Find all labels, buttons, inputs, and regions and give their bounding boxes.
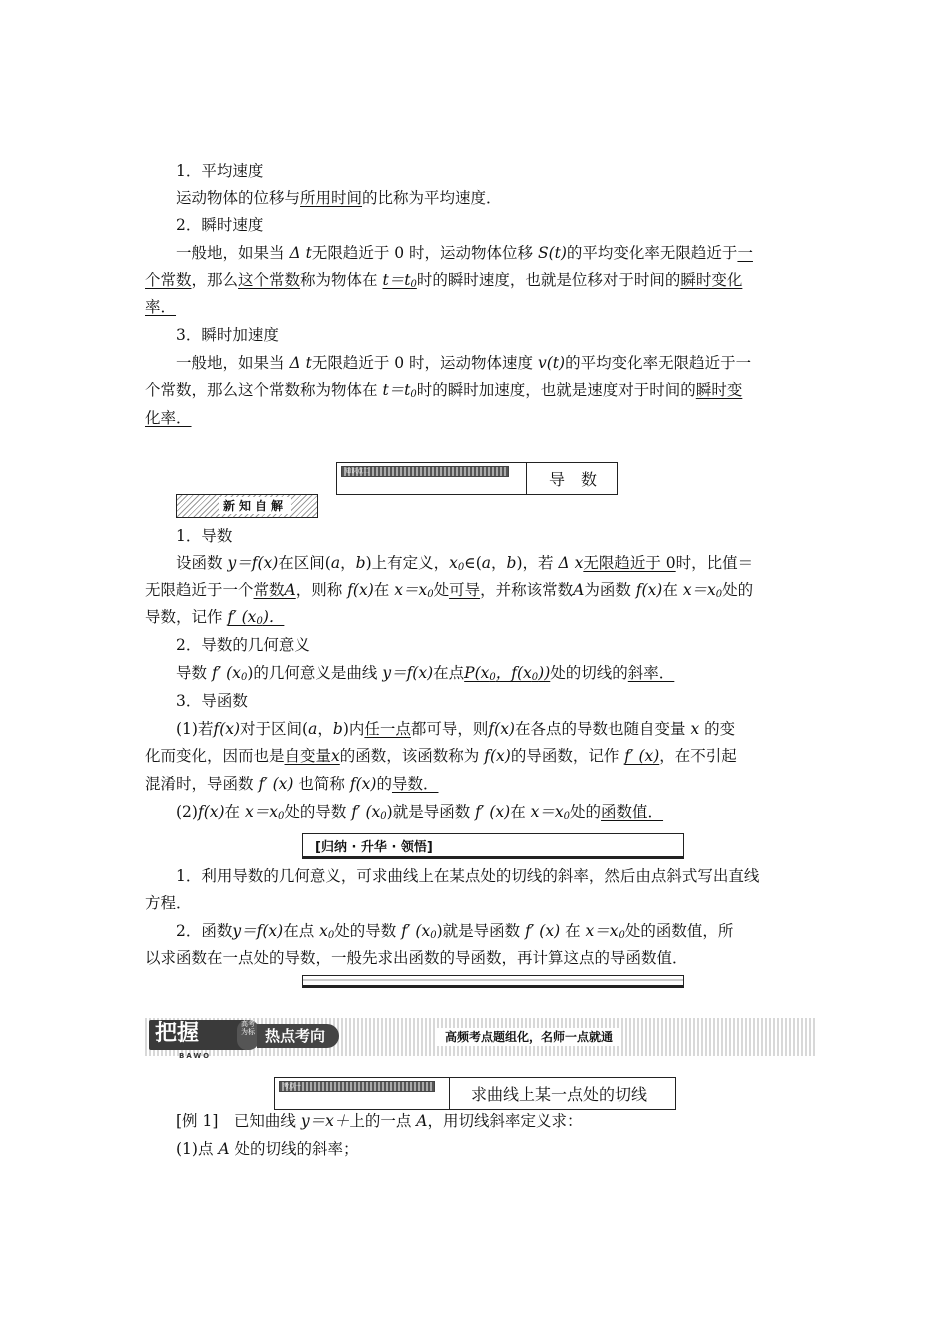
summary-header: [归纳 · 升华 · 领悟] [302,833,684,859]
heading-derivative: 1．导数 [176,527,233,545]
summary-point-2-line2: 以求函数在一点处的导数，一般先求出函数的导函数，再计算这点的导函数值． [145,949,688,967]
summary-point-1-line1: 1．利用导数的几何意义，可求曲线上在某点处的切线的斜率，然后由点斜式写出直线 [176,867,760,885]
exam-point-divider [449,1078,450,1109]
paragraph-instant-velocity-line1: 一般地，如果当 Δ t无限趋近于 0 时，运动物体位移 S(t)的平均变化率无限趋近于一 [176,244,753,262]
exam-point-title: 求曲线上某一点处的切线 [471,1085,648,1104]
header-divider [526,463,527,494]
banner-side-label: 高考 为标 [237,1020,259,1050]
heading-geometric-meaning: 2．导数的几何意义 [176,636,310,654]
banner-logo: 把握 [149,1020,247,1050]
paragraph-derived-function-line1: (1)若f(x)对于区间(a，b)内任一点都可导，则f(x)在各点的导数也随自变量 x 的变 [176,720,736,738]
heading-derived-function: 3．导函数 [176,692,248,710]
hot-topics-banner [145,1018,817,1060]
heading-instant-velocity: 2．瞬时速度 [176,216,264,234]
example-1-statement: [例 1] 已知曲线 y＝x＋上的一点 A，用切线斜率定义求： [176,1112,583,1130]
self-study-badge: 新知自解 [176,494,318,518]
paragraph-derived-function-line2: 化而变化，因而也是自变量x的函数，该函数称为 f(x)的导函数，记作 f′ (x)，在不引起 [145,747,737,765]
paragraph-derived-function-line3: 混淆时，导函数 f′ (x) 也简称 f(x)的导数． [145,775,439,793]
paragraph-acceleration-line3: 化率． [145,409,192,427]
banner-pinyin: BAWO [179,1052,212,1060]
summary-footer [302,975,684,988]
paragraph-acceleration-line2: 个常数，那么这个常数称为物体在 $t=t_0$时的瞬时加速度，也就是速度对于时间的瞬时变 [145,381,743,400]
heading-instant-acceleration: 3．瞬时加速度 [176,326,279,344]
paragraph-derivative-line2: 无限趋近于一个常数A，则称 f(x)在 $x=x_0$处可导，并称该常数A为函数 f(x)在 $x=x_0$处的 [145,581,754,600]
heading-average-velocity: 1．平均速度 [176,162,264,180]
summary-point-1-line2: 方程． [145,894,192,912]
summary-point-2-line1: 2．函数y＝f(x)在点 $x_0$处的导数 f′ $(x_0)$就是导函数 f′ (x) 在 $x=x_0$处的函数值，所 [176,922,734,941]
knowledge-point-tag: 知识点二 [341,466,509,477]
exam-point-tag: 考点一 [279,1081,435,1092]
paragraph-instant-velocity-line2: 个常数，那么这个常数称为物体在 $t=t_0$时的瞬时速度，也就是位移对于时间的瞬时变化 [145,271,743,290]
banner-title: 热点考向 [257,1024,339,1048]
paragraph-acceleration-line1: 一般地，如果当 Δ t无限趋近于 0 时，运动物体速度 v(t)的平均变化率无限趋近于一 [176,354,752,372]
paragraph-instant-velocity-line3: 率． [145,298,177,316]
paragraph-derivative-line3: 导数，记作 f′ $(x_0)$． [145,608,285,627]
paragraph-geometric-meaning: 导数 f′ $(x_0)$的几何意义是曲线 y＝f(x)在点$P(x_0$，$f(x_0)$)处的切线的斜率． [176,664,675,683]
knowledge-point-title: 导 数 [549,470,598,489]
exam-point-header [274,1077,676,1110]
example-1-part-1: (1)点 A 处的切线的斜率； [176,1140,359,1158]
paragraph-derived-function-line4: (2)f(x)在 $x=x_0$处的导数 f′ $(x_0)$就是导函数 f′ (x)在 $x=x_0$处的函数值． [176,803,664,822]
paragraph-derivative-line1: 设函数 y＝f(x)在区间(a，b)上有定义，$x_0\in(a$，b)，若 Δ x无限趋近于 0时，比值＝ [176,554,754,573]
paragraph-average-velocity: 运动物体的位移与所用时间的比称为平均速度． [176,189,502,207]
banner-slogan: 高频考点题组化，名师一点就通 [437,1028,621,1046]
knowledge-point-header [336,462,618,495]
